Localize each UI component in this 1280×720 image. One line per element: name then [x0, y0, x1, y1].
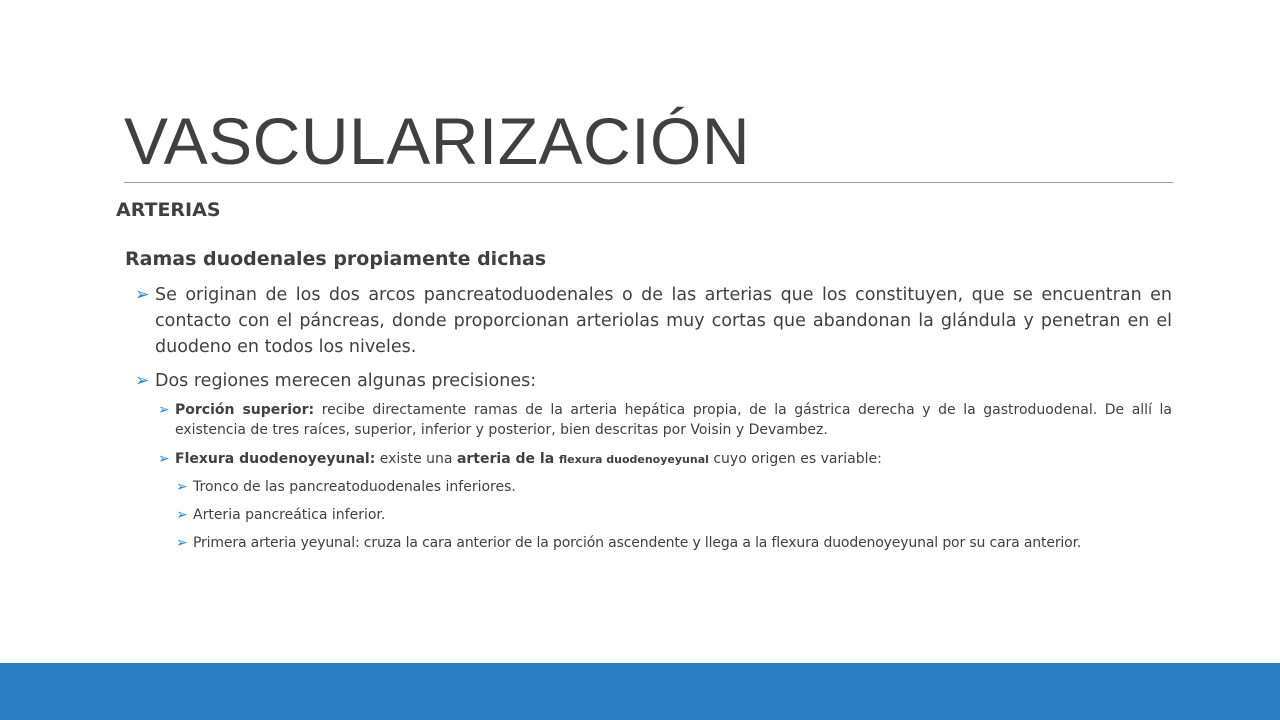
bullet-level2-item [175, 449, 1172, 470]
item-label: Flexura duodenoyeyunal: [175, 451, 376, 467]
bullet-arrow-icon: ➢ [176, 535, 188, 551]
footer-bar [0, 663, 1280, 720]
slide-title: VASCULARIZACIÓN [124, 104, 751, 178]
title-divider [124, 182, 1173, 183]
item-label: Porción superior: [175, 402, 315, 418]
bullet-level3-item: Tronco de las pancreatoduodenales inferiores. [193, 479, 516, 495]
bullet-level3-item: Primera arteria yeyunal: cruza la cara anterior de la porción ascendente y llega a la flexura duodenoyeyunal por su cara anterior. [193, 535, 1082, 551]
section-heading: ARTERIAS [116, 199, 221, 221]
item-text: recibe directamente ramas de la arteria hepática propia, de la gástrica derecha y de la gastroduodenal. De allí la existencia de tres raíces, superior, inferior y posterior, bien descritas por Voisin y Devambez. [175, 402, 1173, 438]
subheading: Ramas duodenales propiamente dichas [125, 248, 547, 270]
bullet-arrow-icon: ➢ [158, 402, 170, 418]
item-small-text: flexura duodenoyeyunal [559, 453, 709, 466]
item-text: cuyo origen es variable: [708, 451, 882, 467]
bullet-arrow-icon: ➢ [135, 371, 150, 391]
bullet-arrow-icon: ➢ [158, 451, 170, 467]
bullet-arrow-icon: ➢ [176, 479, 188, 495]
item-bold-text: arteria de la [456, 451, 560, 467]
bullet-level1-item: Se originan de los dos arcos pancreatoduodenales o de las arterias que los constituyen, que se encuentran en contacto con el páncreas, donde proporcionan arteriolas muy cortas que abandonan la glándula y penetran en el duodeno en todos los niveles. [155, 285, 1172, 357]
bullet-arrow-icon: ➢ [176, 507, 188, 523]
bullet-level3-item: Arteria pancreática inferior. [193, 507, 386, 523]
item-text: existe una [375, 451, 457, 467]
bullet-arrow-icon: ➢ [135, 285, 150, 305]
bullet-level1-item: Dos regiones merecen algunas precisiones: [155, 371, 537, 391]
bullet-level2-item [175, 400, 1172, 440]
